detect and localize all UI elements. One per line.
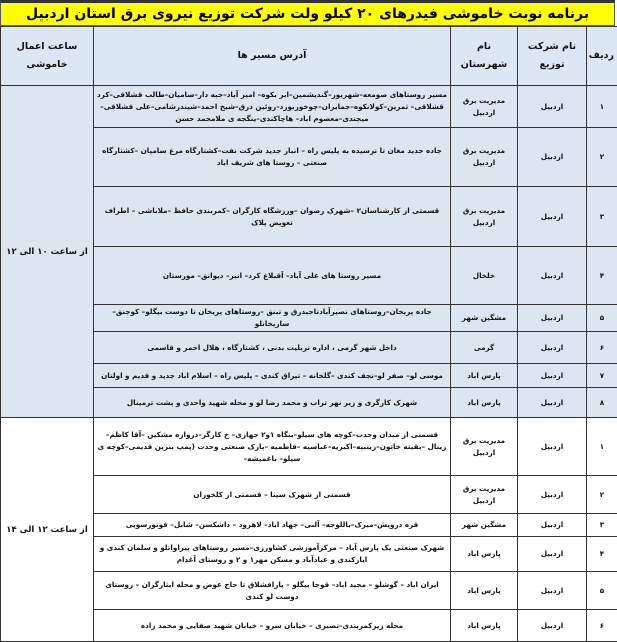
address-cell: مسیر روستاهای صومعه–شهریور–گندیشمین–ابر بکوه– امیر آباد–جبه دار–سامیان–طالب قشلاقی–کرد قشلاقی– ثمرین–کولانکوه–جمایران–چوخوربورد–روئین درق–شیخ احمد–شیندرشامی–علی قشلاقی–میجندی–معصوم اباد– هاچاکندی–ینگجه ی ملامحمد حسن	[94, 86, 451, 128]
address-cell: محله زیرکمربندی–تصیری – خیابان سرو – خیابان شهید صفایی و محمد زاده	[94, 610, 451, 642]
table-row	[1, 514, 617, 537]
company-cell: اردبیل	[518, 305, 587, 332]
county-cell: پارس اباد	[451, 610, 518, 642]
company-cell: اردبیل	[518, 86, 587, 128]
county-cell: مدیریت برق اردبیل	[451, 128, 518, 187]
row-number: ۵	[587, 305, 617, 332]
county-cell: گرمی	[451, 332, 518, 364]
table-row	[1, 305, 617, 332]
county-cell: مدیریت برق اردبیل	[451, 476, 518, 514]
address-cell: ایران اباد – گوشلو – مجید اباد– قوجا بیگلو – پارافشلاق تا حاج عوض و محله ایثارگران – روستای دوست لو کندی	[94, 572, 451, 610]
row-number: ۶	[587, 332, 617, 364]
table-row	[1, 388, 617, 418]
county-cell: مشگین شهر	[451, 514, 518, 537]
table-row	[1, 476, 617, 514]
time-cell: از ساعت ۱۰ الی ۱۲	[1, 86, 94, 418]
row-number: ۴	[587, 537, 617, 572]
company-cell: اردبیل	[518, 187, 587, 247]
county-cell: پارس اباد	[451, 388, 518, 418]
company-cell: اردبیل	[518, 610, 587, 642]
header-company: نام شرکت توزیع	[518, 27, 587, 86]
row-number: ۱	[587, 418, 617, 476]
county-cell: پارس اباد	[451, 572, 518, 610]
table-row	[1, 610, 617, 642]
time-cell: از ساعت ۱۲ الی ۱۴	[1, 418, 94, 642]
address-cell: داخل شهر گرمی ، اداره تربلیت بدنی ، کشتارگاه ، هلال احمر و قاسمی	[94, 332, 451, 364]
page-title: برنامه نوبت خاموشی فیدرهای ۲۰ کیلو ولت شرکت توزیع نیروی برق استان اردبیل	[0, 0, 615, 26]
header-row	[1, 27, 617, 86]
row-number: ۱	[587, 86, 617, 128]
row-number: ۳	[587, 514, 617, 537]
table-row	[1, 418, 617, 476]
row-number: ۷	[587, 364, 617, 388]
table-row	[1, 86, 617, 128]
company-cell: اردبیل	[518, 128, 587, 187]
county-cell: مدیریت برق اردبیل	[451, 86, 518, 128]
address-cell: موسی لو– صفر لو–نجف کندی –گلخانه – تیراق کندی – پلیس راه – اسلام اباد جدید و قدیم و اولتان	[94, 364, 451, 388]
header-row-number: ردیف	[587, 27, 617, 86]
address-cell: قسمتی از میدان وحدت–کوچه های سیلو–بنگاه ۱و۲ جهازی– خ کارگر–دروازه مشکین –آقا کاظم– زینال –بقیته خاتون–زینبیه–اکبریه–عباسیه –فاطمیه –پارک صنعتی وحدت (پمپ بنزین قدیمی–کوچه ی سیلو– باغمیشه–	[94, 418, 451, 476]
county-cell: خلخال	[451, 247, 518, 305]
row-number: ۸	[587, 388, 617, 418]
row-number: ۲	[587, 128, 617, 187]
table-row	[1, 128, 617, 187]
row-number: ۴	[587, 247, 617, 305]
county-cell: پارس اباد	[451, 537, 518, 572]
address-cell: جاده پریخان–روستاهای نصیرآبادتاجبدرق و تبنق –روستاهای پریخان تا دوست بیگلو– کوجنق– ساریخانلو	[94, 305, 451, 332]
address-cell: مسیر روستا های علی آباد– آقبلاغ کرد– انبر– دیوانق– مورستان	[94, 247, 451, 305]
address-cell: قره درویش–میرک–باللوجه– آلنی– جهاد اباد– لاهرود – داشکسن– شابل– قوتورسویی	[94, 514, 451, 537]
company-cell: اردبیل	[518, 247, 587, 305]
outage-schedule-table	[0, 26, 617, 642]
table-row	[1, 572, 617, 610]
county-cell: مشگین شهر	[451, 305, 518, 332]
company-cell: اردبیل	[518, 388, 587, 418]
row-number: ۲	[587, 476, 617, 514]
address-cell: شهرک کارگری و زیر نهر تراب و محمد رضا لو و محله شهید واحدی و پشت ترمینال	[94, 388, 451, 418]
address-cell: قسمتی از شهرک سینا – قسمتی از کلخوران	[94, 476, 451, 514]
header-address: آدرس مسیر ها	[94, 27, 451, 86]
table-row	[1, 187, 617, 247]
county-cell: پارس اباد	[451, 364, 518, 388]
company-cell: اردبیل	[518, 364, 587, 388]
company-cell: اردبیل	[518, 514, 587, 537]
row-number: ۳	[587, 187, 617, 247]
company-cell: اردبیل	[518, 572, 587, 610]
row-number: ۶	[587, 610, 617, 642]
address-cell: قسمتی از کارشناسان۲ –شهرک رضوان –ورزشگاه کارگران –کمربندی حافظ –ملاباشی – اطراف تعویض پلاک	[94, 187, 451, 247]
table-row	[1, 537, 617, 572]
county-cell: مدیریت برق اردبیل	[451, 187, 518, 247]
address-cell: شهرک صنعتی یک پارس آباد – مرکزآموزشی کشاورزی–مسیر روستاهای پیراواتلو و سلمان کندی و ایازکندی و عبادآباد و مسکن مهر۱ و ۲ و روستای آغدام	[94, 537, 451, 572]
row-number: ۵	[587, 572, 617, 610]
address-cell: جاده جدید مغان تا نرسیده به پلیس راه – انبار جدید شرکت نفت–کشتارگاه مرغ سامیان –کشتارگاه صنعتی – روستا های شریف اباد	[94, 128, 451, 187]
table-row	[1, 332, 617, 364]
company-cell: اردبیل	[518, 476, 587, 514]
county-cell: مدیریت برق اردبیل	[451, 418, 518, 476]
company-cell: اردبیل	[518, 537, 587, 572]
header-county: نام شهرستان	[451, 27, 518, 86]
company-cell: اردبیل	[518, 332, 587, 364]
table-row	[1, 364, 617, 388]
table-row	[1, 247, 617, 305]
header-time: ساعت اعمال خاموشی	[1, 27, 94, 86]
company-cell: اردبیل	[518, 418, 587, 476]
